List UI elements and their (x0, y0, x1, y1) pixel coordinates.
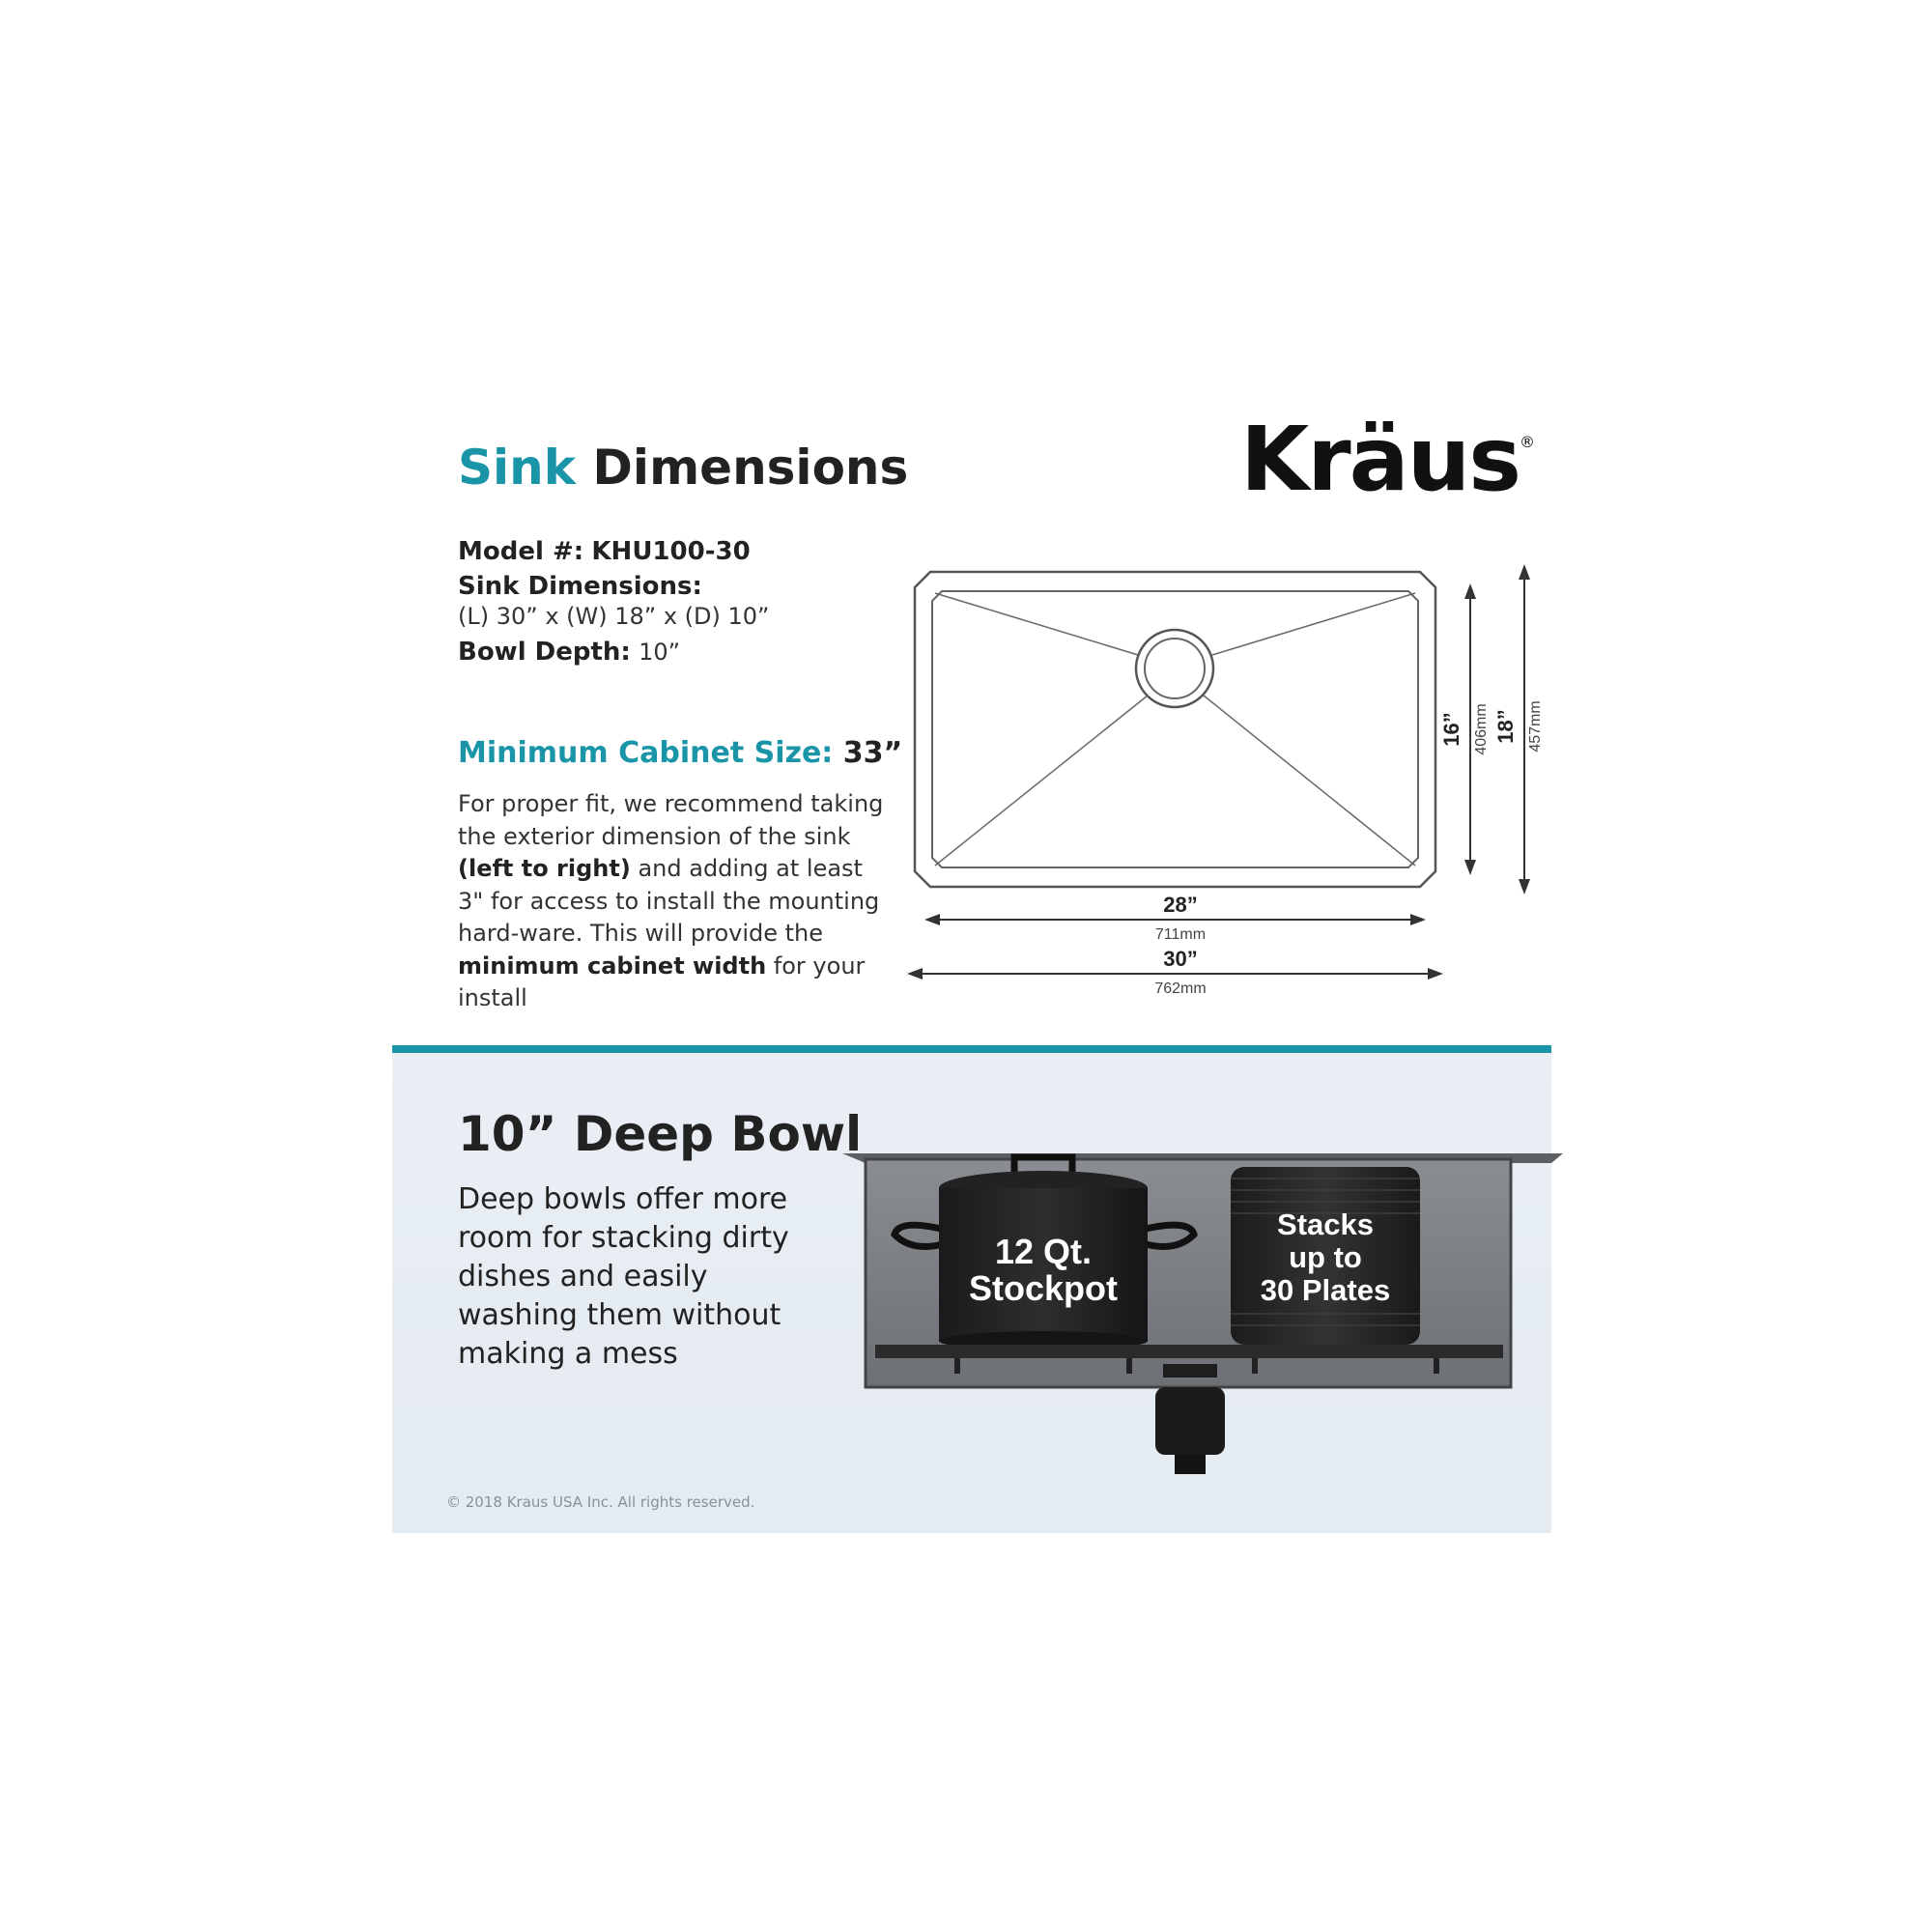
bowl-depth-label: Bowl Depth: (458, 638, 631, 667)
drain-inner (1145, 639, 1205, 698)
sink-top-view-diagram (869, 541, 1565, 1005)
title-rest: Dimensions (592, 440, 909, 496)
model-line (458, 537, 751, 566)
dims-label-text: Sink Dimensions: (458, 572, 702, 601)
plates-label-3: 30 Plates (1260, 1273, 1391, 1307)
title-accent: Sink (458, 440, 576, 496)
drain-flange (1163, 1364, 1217, 1378)
plates-label-1: Stacks (1277, 1208, 1374, 1241)
inner-width-in: 28” (1163, 893, 1198, 917)
inner-width-mm: 711mm (1154, 926, 1207, 943)
slope-line-bl (935, 696, 1148, 866)
copyright-notice: © 2018 Kraus USA Inc. All rights reserved. (446, 1493, 755, 1511)
outer-depth-in: 18” (1493, 709, 1518, 744)
slope-line-tl (935, 593, 1138, 655)
fit-bold-1: (left to right) (458, 855, 631, 882)
plates-label-2: up to (1289, 1240, 1362, 1274)
sink-cutaway-illustration (831, 1130, 1565, 1488)
fit-text-2: and adding at least 3" for access to install the mounting hard-ware. This will provide the (458, 855, 880, 947)
fit-text-3: for your install (458, 952, 866, 1011)
bowl-depth-line (458, 638, 680, 667)
outer-width-mm: 762mm (1154, 980, 1207, 997)
brand-name: Kräus (1240, 408, 1520, 511)
min-cabinet-size (458, 736, 902, 770)
registered-mark: ® (1520, 433, 1533, 451)
slope-line-tr (1212, 593, 1415, 655)
fit-text-1: For proper fit, we recommend taking the exterior dimension of the sink (458, 790, 884, 850)
model-label: Model #: (458, 537, 584, 566)
page-title (458, 440, 908, 496)
drain-tail (1175, 1455, 1206, 1474)
drain-body (1155, 1387, 1225, 1455)
sink-outer-rim (915, 572, 1435, 887)
accent-divider (392, 1045, 1551, 1053)
slope-line-br (1204, 696, 1415, 866)
deep-bowl-heading: 10” Deep Bowl (458, 1106, 863, 1162)
min-cabinet-value: 33” (842, 736, 903, 770)
model-value: KHU100-30 (591, 537, 751, 566)
bottom-grid (875, 1345, 1503, 1358)
deep-bowl-body: Deep bowls offer more room for stacking dirty dishes and easily washing them without making a mess (458, 1182, 789, 1371)
brand-logo (1240, 408, 1533, 511)
fit-paragraph (458, 788, 893, 1015)
outer-width-in: 30” (1163, 947, 1198, 971)
stockpot-label-2: Stockpot (968, 1268, 1119, 1308)
dims-value: (L) 30” x (W) 18” x (D) 10” (458, 603, 770, 630)
inner-depth-mm: 406mm (1473, 703, 1490, 755)
stockpot-label-1: 12 Qt. (994, 1232, 1093, 1271)
outer-depth-mm: 457mm (1527, 700, 1544, 753)
inner-depth-in: 16” (1439, 712, 1463, 747)
min-cabinet-label: Minimum Cabinet Size: (458, 736, 834, 770)
bowl-depth-value: 10” (639, 639, 681, 666)
fit-bold-2: minimum cabinet width (458, 952, 767, 980)
dims-label (458, 572, 702, 601)
